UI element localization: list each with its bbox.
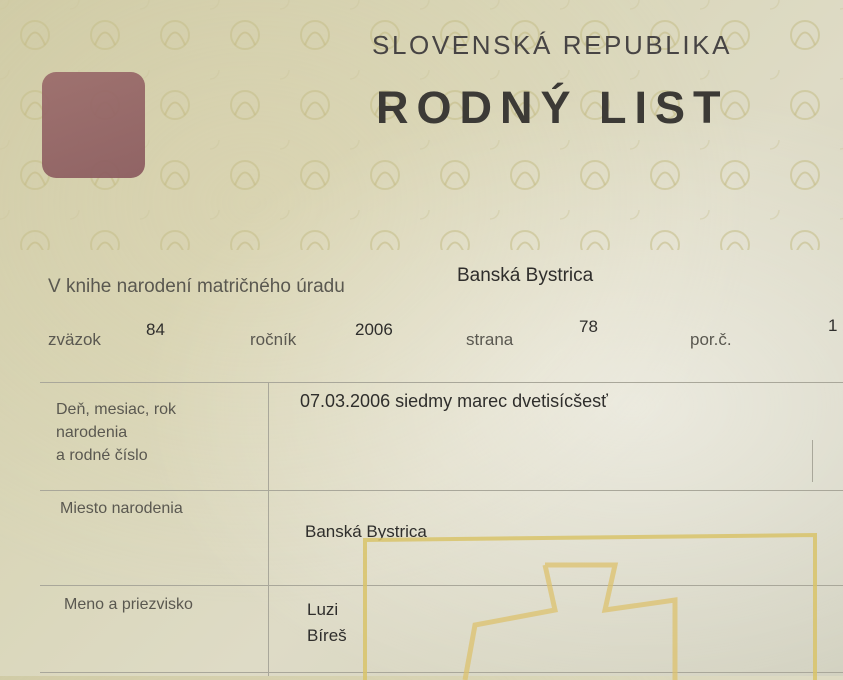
last-name-value: Bíreš: [307, 626, 347, 645]
birth-date-value: 07.03.2006 siedmy marec dvetisícšesť: [300, 391, 608, 411]
name-label: Meno a priezvisko: [64, 596, 193, 613]
cross-watermark-icon: [345, 530, 825, 680]
registry-office: Banská Bystrica: [457, 265, 594, 286]
birth-date-label: Deň, mesiac, rok narodenia a rodné číslo: [56, 401, 177, 464]
order-value: 1: [828, 316, 838, 335]
table-divider: [40, 382, 843, 383]
page-label: strana: [466, 330, 514, 349]
volume-label: zväzok: [48, 330, 101, 349]
page-value: 78: [579, 317, 598, 336]
table-column-divider: [812, 440, 813, 482]
year-label: ročník: [250, 330, 297, 349]
country-name: SLOVENSKÁ REPUBLIKA: [372, 30, 733, 60]
first-name-value: Luzi: [307, 600, 339, 619]
birth-place-value: Banská Bystrica: [305, 522, 427, 541]
volume-value: 84: [146, 320, 165, 339]
table-column-divider: [268, 382, 269, 676]
year-value: 2006: [355, 320, 393, 339]
birth-place-label: Miesto narodenia: [60, 500, 183, 517]
registry-label: V knihe narodení matričného úradu: [48, 276, 345, 297]
table-divider: [40, 490, 843, 491]
order-label: por.č.: [690, 330, 732, 349]
seal-hologram: [42, 72, 145, 178]
document-title: RODNÝ LIST: [376, 82, 729, 133]
